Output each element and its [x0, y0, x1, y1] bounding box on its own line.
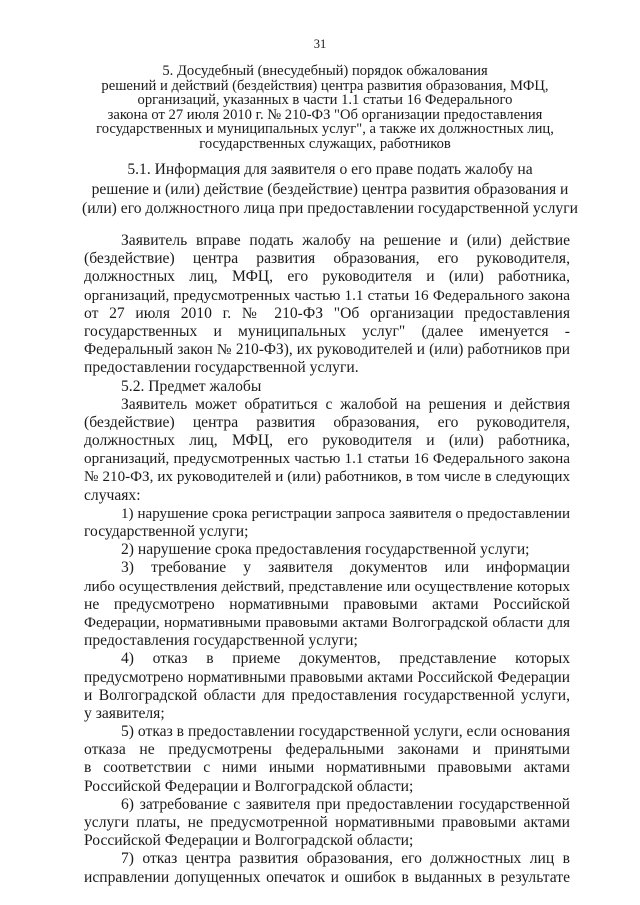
- page-number: 31: [313, 37, 327, 51]
- subsection-heading-line: решение и (или) действие (бездействие) центра развития образования и: [91, 180, 569, 198]
- body-line: Заявитель вправе подать жалобу на решение и (или) действие: [121, 232, 570, 249]
- list-item-line: 1) нарушение срока регистрации запроса заявителя о предоставлении: [121, 505, 570, 522]
- list-item-line: Российской Федерации и Волгоградской области;: [84, 777, 414, 795]
- list-item-line: Российской Федерации и Волгоградской области;: [84, 832, 414, 850]
- list-item-line: отказа не предусмотрены федеральными законами и принятыми: [84, 741, 570, 759]
- list-item-line: 3) требование у заявителя документов или информации: [121, 559, 570, 577]
- body-line: (бездействие) центра развития образования, его руководителя,: [84, 250, 570, 268]
- subsection-heading: [80, 160, 580, 219]
- list-item-line: предоставления государственной услуги;: [84, 632, 358, 650]
- list-item-line: и Волгоградской области для предоставления государственной услуги,: [84, 686, 570, 704]
- body-text: [84, 232, 570, 887]
- list-item-line: Федерации, нормативными правовыми актами Волгоградской области для: [84, 613, 570, 631]
- body-line: Федеральный закон № 210-ФЗ), их руководителей и (или) работников при: [84, 341, 570, 359]
- section-heading-line: организаций, указанных в части 1.1 статьи 16 Федерального: [137, 92, 513, 109]
- body-line: организаций, предусмотренных частью 1.1 статьи 16 Федерального закона: [84, 450, 570, 468]
- section-heading-line: государственных и муниципальных услуг", а также их должностных лиц,: [96, 121, 554, 138]
- body-line: № 210-ФЗ, их руководителей и (или) работников, в том числе в следующих: [84, 469, 570, 486]
- list-item-line: услуги платы, не предусмотренной нормативными правовыми актами: [84, 814, 570, 831]
- subsection-title: 5.2. Предмет жалобы: [121, 377, 262, 395]
- subsection-heading-line: (или) его должностного лица при предоставлении государственной услуги: [82, 200, 578, 217]
- body-line: организаций, предусмотренных частью 1.1 статьи 16 Федерального закона: [84, 286, 570, 304]
- body-line: от 27 июля 2010 г. № 210-ФЗ "Об организации предоставления: [84, 304, 570, 322]
- list-item-line: либо осуществления действий, представление или осуществление которых: [84, 578, 570, 595]
- body-line: (бездействие) центра развития образования, его руководителя,: [84, 413, 570, 431]
- section-heading: [90, 64, 560, 152]
- body-line: государственных и муниципальных услуг" (далее именуется -: [84, 322, 570, 340]
- list-item-line: 7) отказ центра развития образования, его должностных лиц в: [121, 850, 570, 868]
- list-item-line: 2) нарушение срока предоставления государственной услуги;: [121, 541, 530, 559]
- section-heading-line: 5. Досудебный (внесудебный) порядок обжалования: [162, 63, 488, 79]
- body-line: случаях:: [84, 486, 141, 504]
- list-item-line: 5) отказ в предоставлении государственной услуги, если основания: [121, 723, 570, 741]
- subsection-heading-line: 5.1. Информация для заявителя о его праве подать жалобу на: [127, 161, 533, 178]
- body-line: предоставлении государственной услуги.: [84, 359, 359, 377]
- list-item-line: предусмотрено нормативными правовыми актами Российской Федерации: [84, 668, 570, 686]
- list-item-line: не предусмотрено нормативными правовыми актами Российской: [84, 595, 570, 613]
- list-item-line: государственной услуги;: [84, 523, 249, 540]
- list-item-line: исправлении допущенных опечаток и ошибок в выданных в результате: [84, 868, 570, 886]
- section-heading-line: решений и действий (бездействия) центра развития образования, МФЦ,: [101, 77, 549, 94]
- list-item-line: у заявителя;: [84, 704, 165, 722]
- body-line: должностных лиц, МФЦ, его руководителя и (или) работника,: [84, 268, 570, 286]
- body-line: Заявитель может обратиться с жалобой на решения и действия: [121, 395, 570, 413]
- list-item-line: в соответствии с ними иными нормативными правовыми актами: [84, 759, 570, 777]
- list-item-line: 6) затребование с заявителя при предоставлении государственной: [121, 795, 570, 813]
- section-heading-line: государственных служащих, работников: [199, 135, 451, 152]
- section-heading-line: закона от 27 июля 2010 г. № 210-ФЗ "Об организации предоставления: [107, 106, 543, 123]
- body-line: должностных лиц, МФЦ, его руководителя и (или) работника,: [84, 432, 570, 450]
- list-item-line: 4) отказ в приеме документов, представление которых: [121, 650, 570, 668]
